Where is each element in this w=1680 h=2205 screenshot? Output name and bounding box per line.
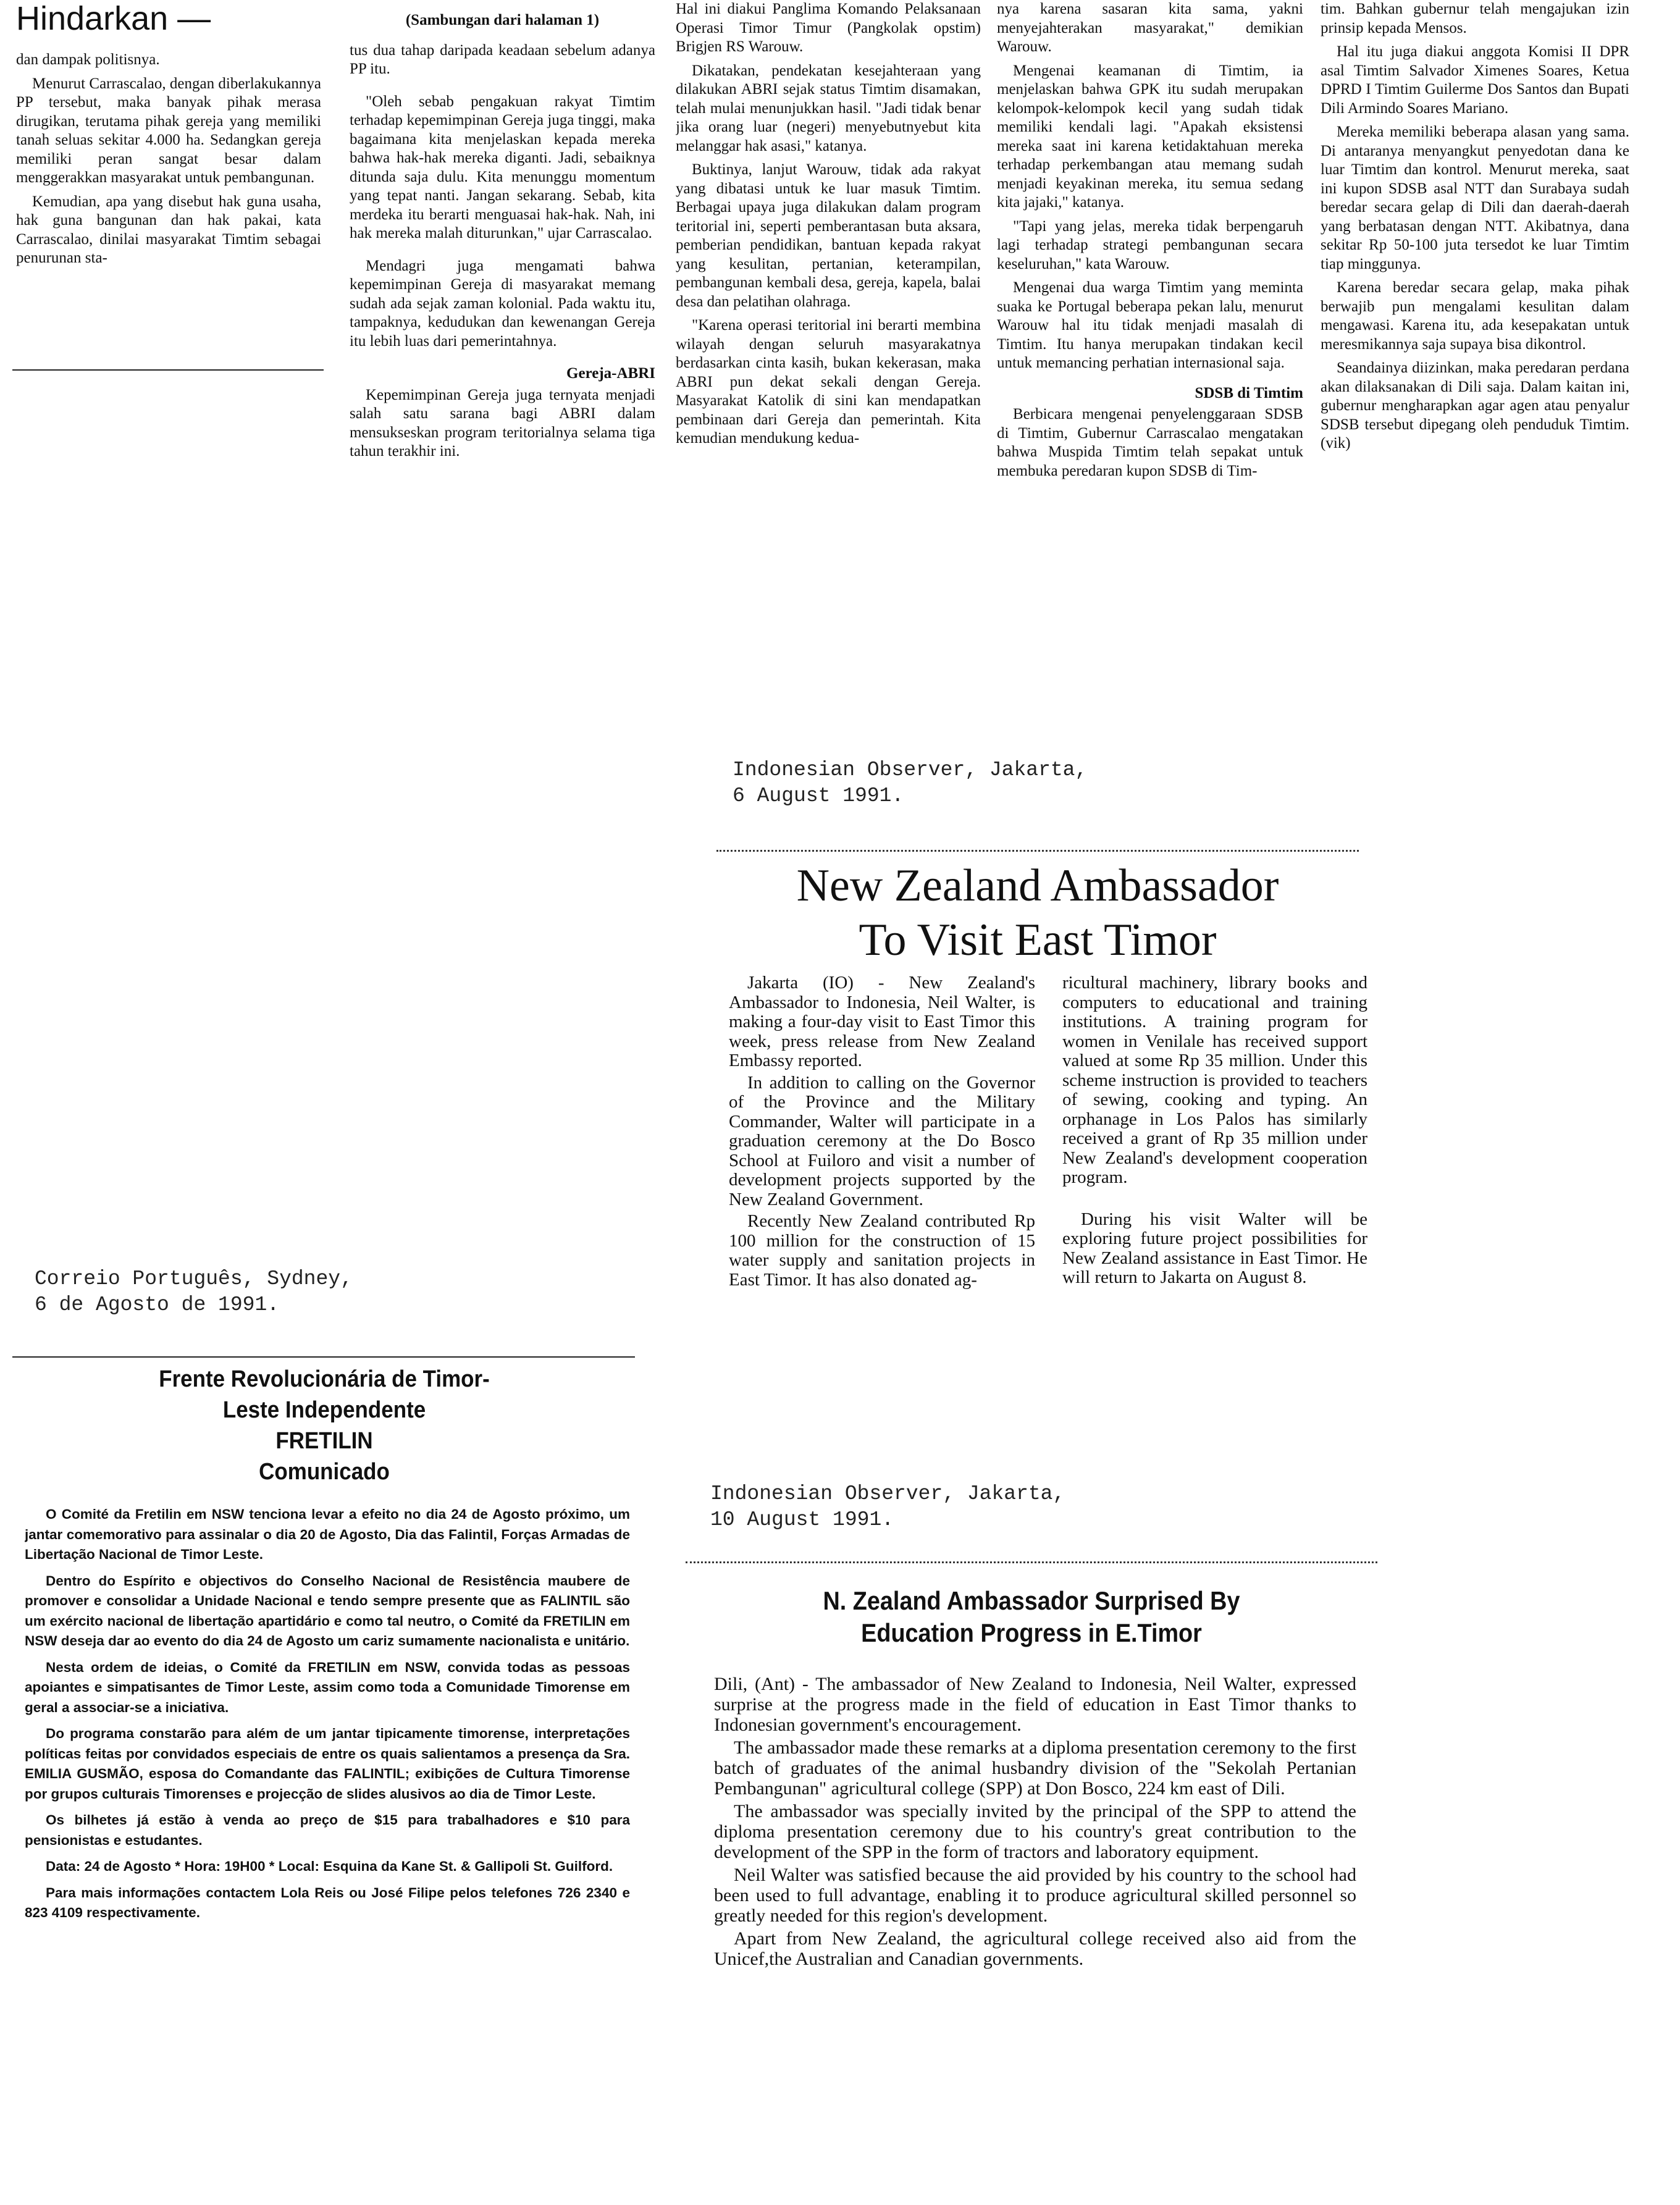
paragraph: Jakarta (IO) - New Zealand's Ambassador to Indonesia, Neil Walter, is making a four-day visit to East Timor this week, press release from New Zealand Embassy reported.	[729, 973, 1035, 1070]
paragraph: Dentro do Espírito e objectivos do Conselho Nacional de Resistência maubere de promover e consolidar a Unidade Nacional e tendo sempre presente que as FALINTIL são um exército nacional de libertação apartidário e como tal neutro, o Comité da FRETILIN em NSW deseja dar ao evento do dia 24 de Agosto um cariz sumamente nacionalista e unitário.	[25, 1573, 630, 1648]
paragraph: Mereka memiliki beberapa alasan yang sama. Di antaranya menyangkut penyedotan dana ke luar Timtim dan kontrol. Menurut mereka, saat ini kupon SDSB asal NTT dan Surabaya sudah beredar secara gelap di Dili dan daerah-daerah yang berbatasan dengan NTT. Akibatnya, dana sekitar Rp 50-100 juta tersedot ke luar Timtim tiap minggunya.	[1321, 124, 1629, 272]
paragraph: Neil Walter was satisfied because the aid provided by his country to the school had been used to full advantage, enabling it to produce agricultural skilled personnel so greatly needed for this region's development.	[714, 1865, 1356, 1926]
column-end-rule	[12, 369, 324, 371]
article-column-2	[350, 11, 655, 679]
paragraph: Mendagri juga mengamati bahwa kepemimpinan Gereja di masyarakat memang sudah ada sejak zaman kolonial. Pada waktu itu, tampaknya, kedudukan dan kewenangan Gereja itu lebih luas dari pemerintahnya.	[350, 257, 655, 350]
source-citation	[710, 1481, 1266, 1533]
paragraph: Recently New Zealand contributed Rp 100 million for the construction of 15 water supply and sanitation projects in East Timor. It has also donated ag-	[729, 1211, 1035, 1290]
paragraph: Os bilhetes já estão à venda ao preço de $15 para trabalhadores e $10 para pensionistas e estudantes.	[25, 1812, 630, 1848]
paragraph: O Comité da Fretilin em NSW tenciona levar a efeito no dia 24 de Agosto próximo, um jantar comemorativo para assinalar o dia 20 de Agosto, Dia das Falintil, Forças Armadas de Libertação Nacional de Timor Leste.	[25, 1506, 630, 1562]
communique-body	[25, 1505, 630, 2196]
paragraph: Berbicara mengenai penyelenggaraan SDSB di Timtim, Gubernur Carrascalao mengatakan bahwa Muspida Timtim telah sepakat untuk membuka peredaran kupon SDSB di Tim-	[997, 406, 1303, 479]
communique-heading	[43, 1364, 606, 1487]
source-publication: Indonesian Observer, Jakarta,	[733, 758, 1088, 781]
article-column-2	[1062, 973, 1367, 1443]
paragraph: "Oleh sebab pengakuan rakyat Timtim terhadap kepemimpinan Gereja juga tinggi, maka bagaimana kita menjelaskan kepada mereka bahwa hak-hak mereka diganti. Jadi, sebaiknya ditunda saja dulu. Kita menunggu momentum yang tepat nanti. Jangan sekarang. Sebab, kita merdeka itu berarti menguasai hak-hak. Nah, ini hak mereka malah diturunkan," ujar Carrascalao.	[350, 93, 655, 242]
article-title-fragment: Hindarkan —	[16, 0, 211, 37]
paragraph: dan dampak politisnya.	[16, 51, 160, 68]
paragraph: Kemudian, apa yang disebut hak guna usaha, hak guna bangunan dan hak pakai, kata Carrascalao, dinilai masyarakat Timtim sebagai penurunan sta-	[16, 193, 321, 266]
heading-line-2: Leste Independente	[222, 1397, 426, 1423]
headline-line-1: New Zealand Ambassador	[796, 860, 1279, 911]
paragraph: Menurut Carrascalao, dengan diberlakukannya PP tersebut, maka banyak pihak merasa dirugikan, terutama pihak gereja yang memiliki tanah seluas sekitar 4.000 ha. Sedangkan gereja memiliki peran sangat besar dalam menggerakkan masyarakat untuk pembangunan.	[16, 75, 321, 186]
paragraph: tim. Bahkan gubernur telah mengajukan izin prinsip kepada Mensos.	[1321, 1, 1629, 36]
paragraph: In addition to calling on the Governor of the Province and the Military Commander, Walter will participate in a graduation ceremony at the Do Bosco School at Fuiloro and visit a number of development projects supported by the New Zealand Government.	[729, 1072, 1035, 1209]
paragraph: Hal ini diakui Panglima Komando Pelaksanaan Operasi Timor Timur (Pangkolak opstim) Brigjen RS Warouw.	[676, 1, 981, 55]
paragraph: Buktinya, lanjut Warouw, tidak ada rakyat yang dibatasi untuk ke luar masuk Timtim. Berbagai upaya juga dilakukan dalam program teritorial ini, seperti pemberantasan buta aksara, pemberian pendidikan, bantuan kepada rakyat yang kesulitan, pertanian, keterampilan, pembangunan kembali desa, gereja, kapela, balai desa dan pelatihan olahraga.	[676, 161, 981, 310]
continued-from-label: (Sambungan dari halaman 1)	[405, 12, 600, 28]
article-body	[714, 1674, 1356, 2168]
headline-line-1: N. Zealand Ambassador Surprised By	[823, 1586, 1240, 1615]
divider	[12, 1356, 635, 1358]
paragraph: Data: 24 de Agosto * Hora: 19H00 * Local: Esquina da Kane St. & Gallipoli St. Guilford.	[46, 1858, 613, 1874]
paragraph: Karena beredar secara gelap, maka pihak berwajib pun mengalami kesulitan dalam mengawasi. Karena itu, ada kesepakatan untuk meresmikannya saja supaya bisa dikontrol.	[1321, 279, 1629, 353]
paragraph: Seandainya diizinkan, maka peredaran perdana akan dilaksanakan di Dili saja. Dalam kaitan ini, gubernur mengharapkan agar agen atau penyalur SDSB tersebut dipegang oleh penduduk Timtim. (vik)	[1321, 359, 1629, 452]
dotted-divider	[686, 1561, 1377, 1563]
paragraph: The ambassador was specially invited by the principal of the SPP to attend the diploma presentation ceremony due to his country's great contribution to the development of the SPP in the form of tractors and laboratory equipment.	[714, 1801, 1356, 1862]
source-date: 10 August 1991.	[710, 1508, 894, 1531]
headline	[716, 859, 1359, 967]
heading-line-1: Frente Revolucionária de Timor-	[159, 1366, 490, 1392]
paragraph: "Karena operasi teritorial ini berarti membina wilayah dengan seluruh masyarakatnya berdasarkan cinta kasih, bukan kekerasan, maka ABRI pun dekat sekali dengan Gereja. Masyarakat Katolik di sini kan mendapatkan pembinaan dari Gereja dan pemerintah. Kita kemudian mendukung kedua-	[676, 317, 981, 447]
paragraph: Nesta ordem de ideias, o Comité da FRETILIN em NSW, convida todas as pessoas apoiantes e simpatisantes de Timor Leste, assim como toda a Comunidade Timorense em geral a associar-se a iniciativa.	[25, 1659, 630, 1715]
paragraph: Kepemimpinan Gereja juga ternyata menjadi salah satu sarana bagi ABRI dalam mensukseskan program teritorialnya selama tiga tahun terakhir ini.	[350, 386, 655, 460]
subheading: SDSB di Timtim	[1195, 384, 1303, 401]
source-date: 6 August 1991.	[733, 784, 904, 807]
article-column-1	[16, 51, 321, 372]
paragraph: Para mais informações contactem Lola Reis ou José Filipe pelos telefones 726 2340 e 823 4109 respectivamente.	[25, 1884, 630, 1920]
paragraph: nya karena sasaran kita sama, yakni menyejahterakan masyarakat," demikian Warouw.	[997, 1, 1303, 55]
article-column-1	[729, 973, 1035, 1443]
source-date: 6 de Agosto de 1991.	[35, 1293, 280, 1316]
paragraph: During his visit Walter will be exploring future project possibilities for New Zealand assistance in East Timor. He will return to Jakarta on August 8.	[1062, 1209, 1367, 1287]
headline-line-2: Education Progress in E.Timor	[861, 1618, 1202, 1647]
paragraph: The ambassador made these remarks at a diploma presentation ceremony to the first batch of graduates of the animal husbandry division of the "Sekolah Pertanian Pembangunan" agricultural college (SPP) at Don Bosco, 224 km east of Dili.	[714, 1737, 1356, 1799]
source-publication: Correio Português, Sydney,	[35, 1267, 353, 1290]
subheading: Gereja-ABRI	[566, 365, 655, 382]
source-publication: Indonesian Observer, Jakarta,	[710, 1482, 1065, 1505]
paragraph: Dikatakan, pendekatan kesejahteraan yang dilakukan ABRI sejak status Timtim disamakan, telah mulai menunjukkan hasil. "Jadi tidak benar jika orang luar (negeri) menyebutnyebut kita melanggar hak asasi," katanya.	[676, 62, 981, 154]
headline	[726, 1585, 1337, 1649]
article-column-4	[997, 0, 1303, 679]
paragraph: Apart from New Zealand, the agricultural college received also aid from the Unicef,the Australian and Canadian governments.	[714, 1928, 1356, 1969]
heading-line-3: FRETILIN	[275, 1428, 373, 1454]
paragraph: Mengenai dua warga Timtim yang meminta suaka ke Portugal beberapa pekan lalu, menurut Warouw hal itu tidak menjadi masalah di Timtim. Itu hanya merupakan tindakan kecil untuk memancing perhatian internasional saja.	[997, 279, 1303, 371]
paragraph: Dili, (Ant) - The ambassador of New Zealand to Indonesia, Neil Walter, expressed surprise at the progress made in the field of education in East Timor thanks to Indonesian government's encouragement.	[714, 1674, 1356, 1735]
article-column-5	[1321, 0, 1629, 679]
source-citation	[35, 1266, 590, 1318]
paragraph: Do programa constarão para além de um jantar tipicamente timorense, interpretações políticas feitas por convidados especiais de entre os quais salientamos a presença da Sra. EMILIA GUSMÃO, esposa do Comandante das FALINTIL; exibições de Cultura Timorense por grupos culturais Timorenses e projecção de slides alusivos ao dia de Timor Leste.	[25, 1726, 630, 1802]
headline-line-2: To Visit East Timor	[859, 915, 1217, 965]
source-citation	[733, 757, 1288, 809]
paragraph: ricultural machinery, library books and computers to educational and training institutions. A training program for women in Venilale has received support valued at some Rp 35 million. Under this scheme instruction is provided to teachers of sewing, cooking and typing. An orphanage in Los Palos has similarly received a grant of Rp 35 million under New Zealand's development cooperation program.	[1062, 973, 1367, 1187]
heading-line-4: Comunicado	[259, 1459, 390, 1485]
article-column-3	[676, 0, 981, 679]
paragraph: tus dua tahap daripada keadaan sebelum adanya PP itu.	[350, 41, 655, 77]
paragraph: Hal itu juga diakui anggota Komisi II DPR asal Timtim Salvador Ximenes Soares, Ketua DPRD I Timtim Guilerme Dos Santos dan Bupati Dili Armindo Soares Mariano.	[1321, 43, 1629, 117]
dotted-divider	[716, 850, 1359, 852]
paragraph: Mengenai keamanan di Timtim, ia menjelaskan bahwa GPK itu sudah merupakan kelompok-kelompok kecil yang sudah tidak memiliki kendali lagi. "Apakah eksistensi mereka saat ini karena ketidaktahuan mereka terhadap perkembangan atau memang sudah menjadi keyakinan mereka, itu semua sedang kita jajaki," katanya.	[997, 62, 1303, 211]
paragraph: "Tapi yang jelas, mereka tidak berpengaruh lagi terhadap strategi pembangunan secara keseluruhan," kata Warouw.	[997, 217, 1303, 272]
